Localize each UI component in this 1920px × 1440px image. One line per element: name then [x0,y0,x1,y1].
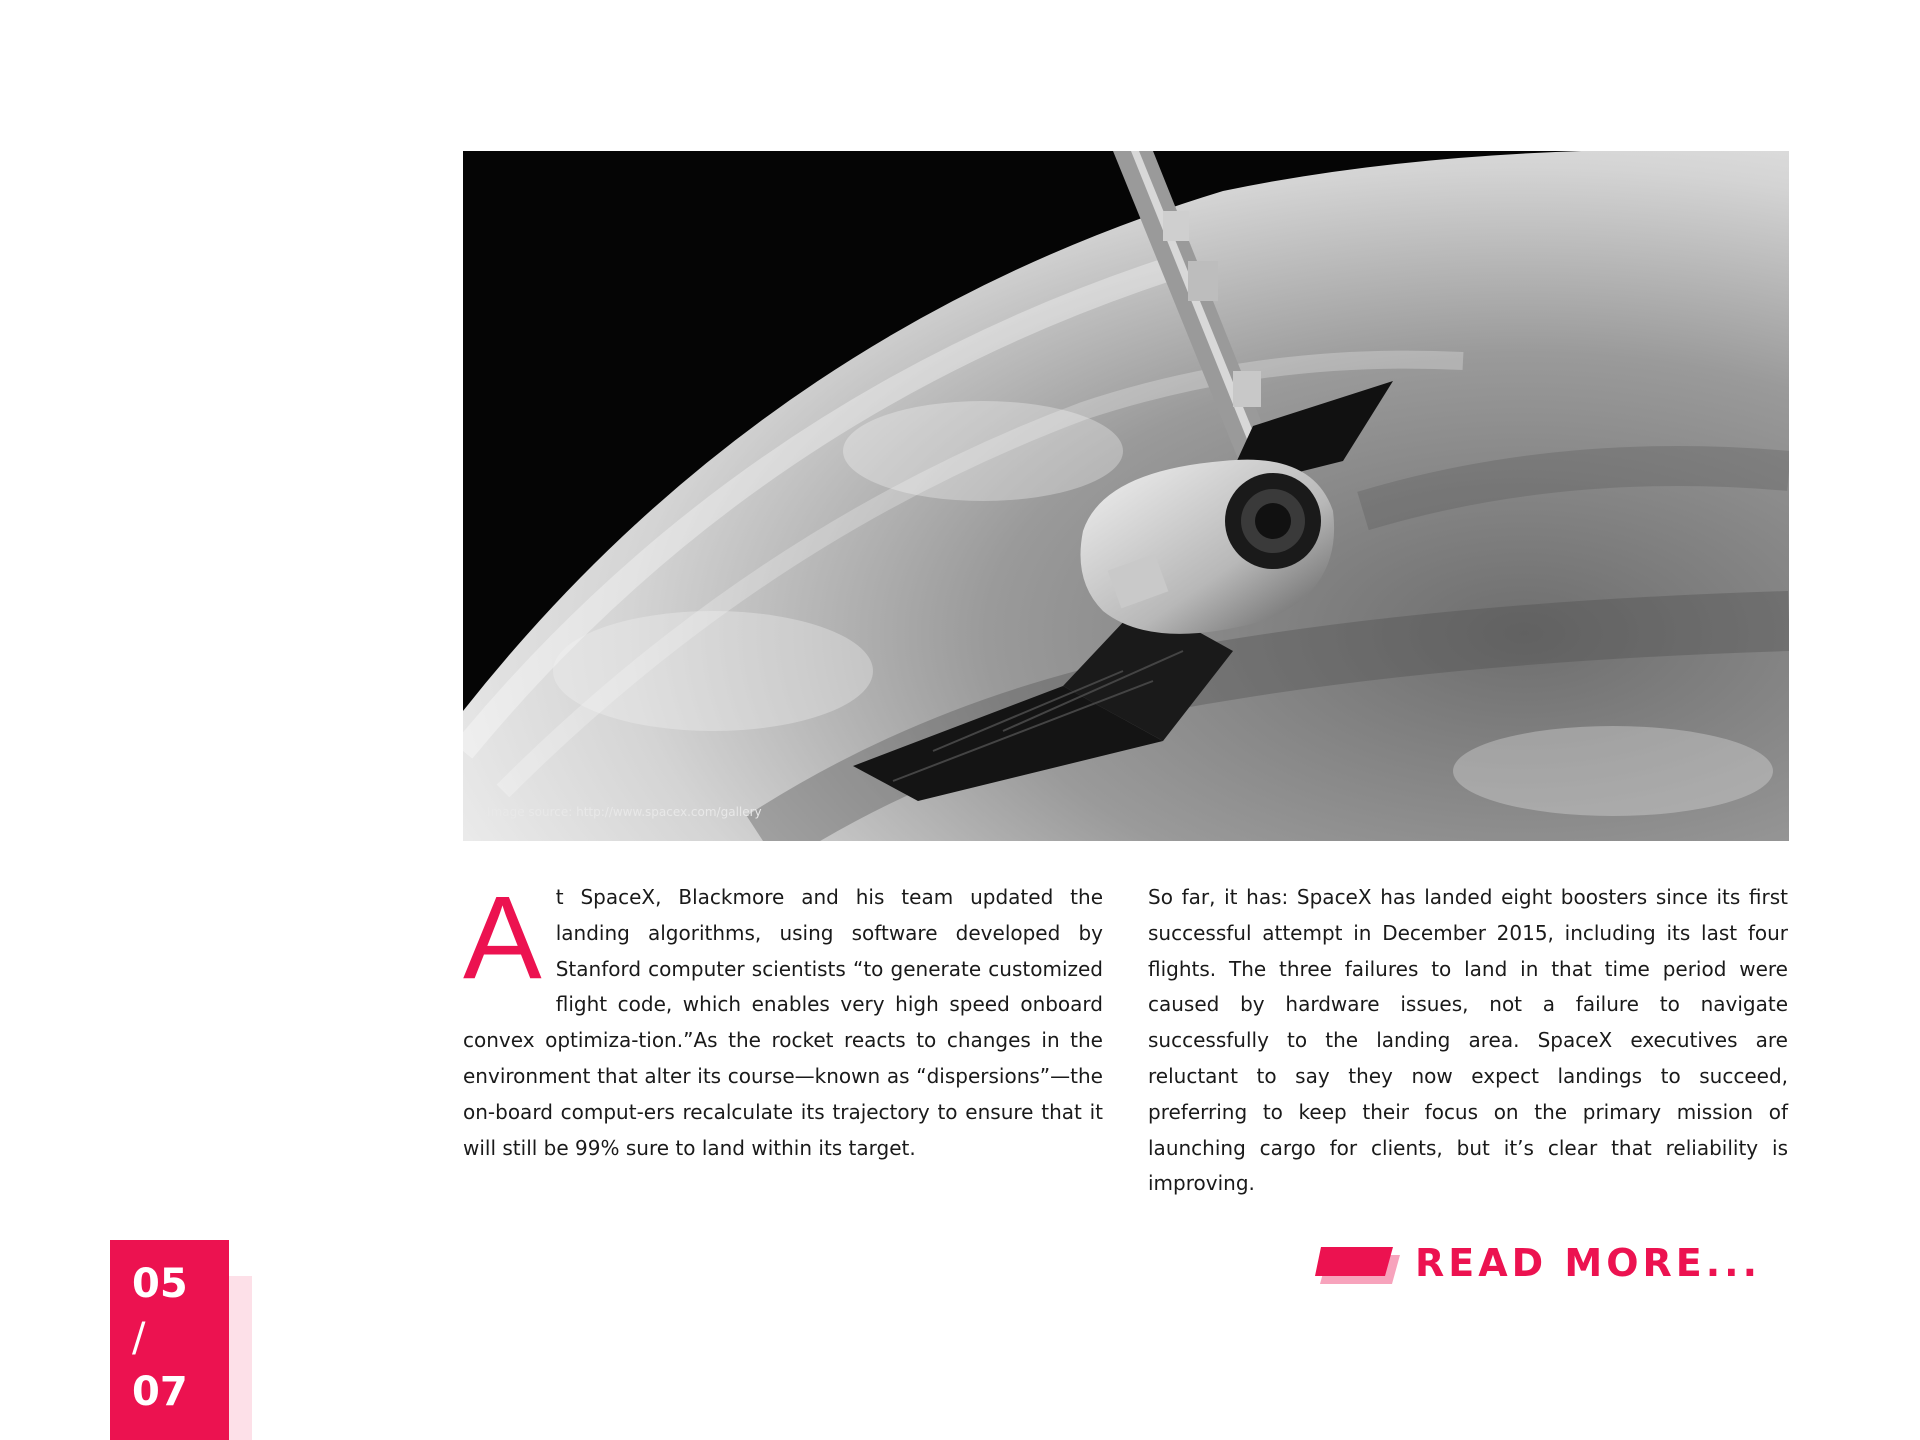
article-text-right: So far, it has: SpaceX has landed eight boosters since its first successful attempt in December 2015, including its last four flights. The three failures to land in that time period were caused by hardware issues, not a failure to navigate successfully to the landing area. SpaceX executives are reluctant to say they now expect landings to succeed, preferring to keep their focus on the primary mission of launching cargo for clients, but it’s clear that reliability is improving. [1148,885,1788,1196]
article-column-right [1148,880,1788,1202]
total-pages: 07 [132,1369,188,1415]
current-page: 05 [132,1261,188,1307]
read-more-label: READ MORE... [1415,1241,1762,1285]
image-source-caption: Image source: http://www.spacex.com/gallery [487,805,762,819]
read-more-button[interactable] [1315,1232,1795,1292]
spacecraft-earth-image [463,151,1789,841]
article-photo [463,151,1789,841]
page-separator: / [132,1315,146,1361]
article-text-left: t SpaceX, Blackmore and his team updated the landing algorithms, using software developed by Stanford computer scientists “to generate customized flight code, which enables very high speed onboard convex optimiza-tion.”As the rocket reacts to changes in the environment that alter its course—known as “dispersions”—the on-board comput-ers recalculate its trajectory to ensure that it will still be 99% sure to land within its target. [463,885,1103,1160]
page-indicator [110,1240,229,1440]
article-column-left [463,872,1103,1166]
read-more-badge-icon [1315,1232,1405,1292]
drop-cap: A [463,872,542,1004]
